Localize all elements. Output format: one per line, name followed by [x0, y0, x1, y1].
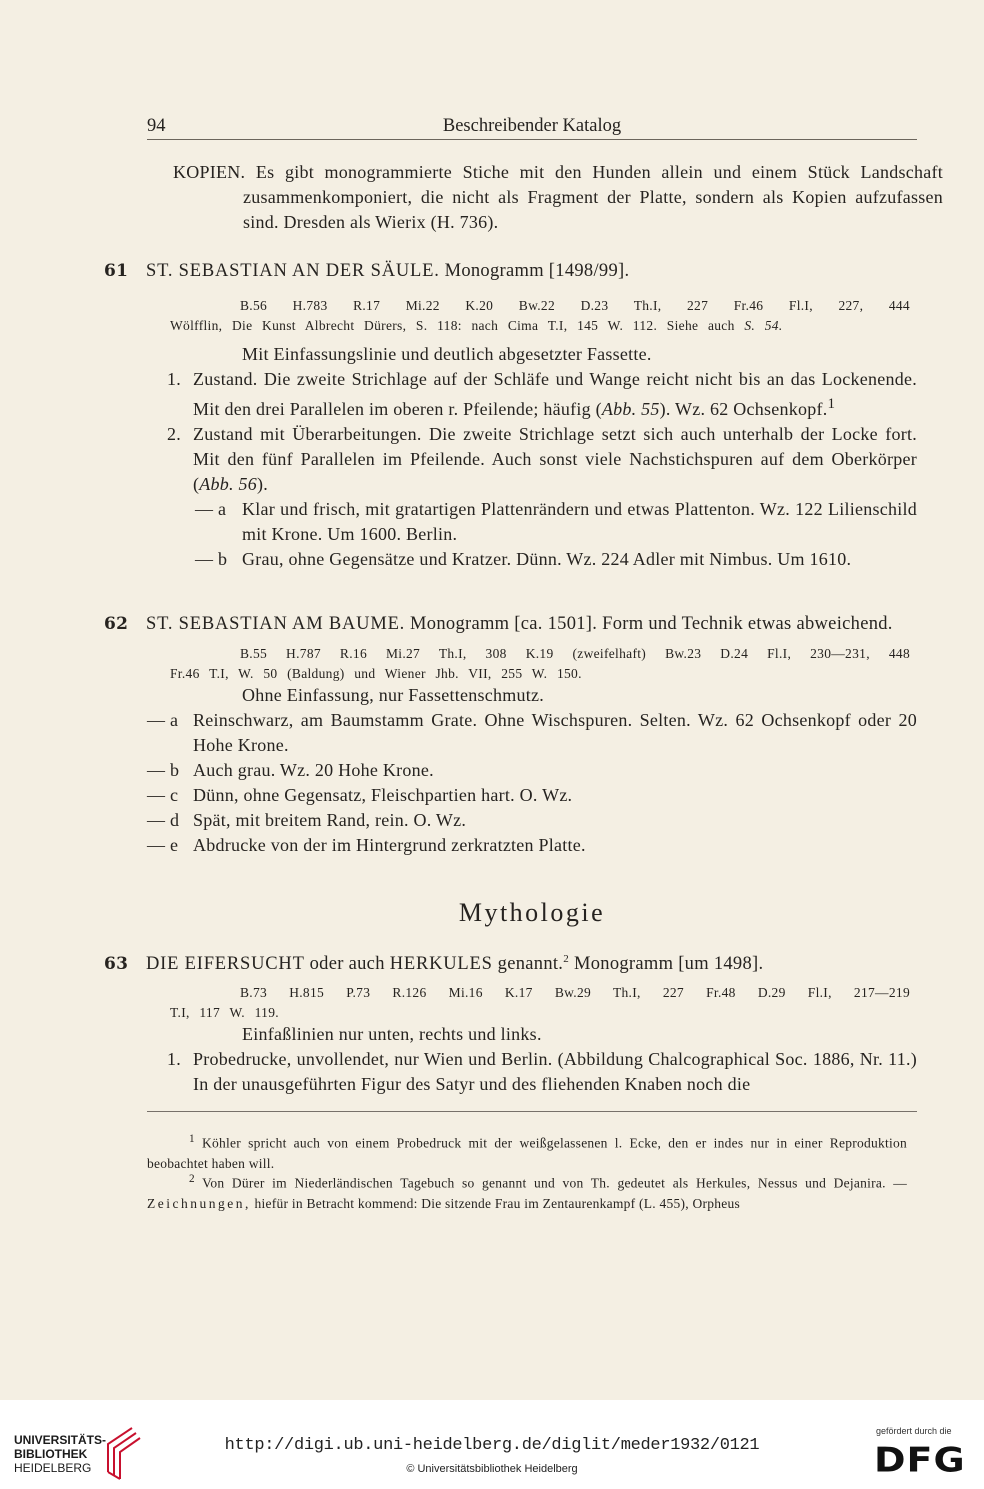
footnote-1: $^1$ Köhler spricht auch von einem Probedruck mit der weißgelassenen l. Ecke, den er indes nur in einer Reproduktion beobachtet haben will. — [147, 1133, 907, 1171]
references-line: B.56 H.783 R.17 Mi.22 K.20 Bw.22 D.23 Th.I, 227 Fr.46 Fl.I, 227, 444 — [240, 298, 910, 313]
entry-heading-rest: Monogramm [1498/99]. — [444, 261, 630, 281]
references-line: B.55 H.787 R.16 Mi.27 Th.I, 308 K.19 (zweifelhaft) Bw.23 D.24 Fl.I, 230—231, 448 — [240, 646, 910, 661]
entry-63-body — [147, 1022, 917, 1097]
running-title: Beschreibender Katalog — [442, 116, 622, 136]
figure-reference: Abb. 56 — [199, 474, 257, 494]
footnote-ref: 2 — [563, 953, 570, 965]
item-mark: 1. — [167, 1049, 181, 1069]
entry-number: 63 — [104, 954, 129, 975]
entry-63-title: 63 DIE EIFERSUCHT oder auch HERKULES genannt.$^2$ Monogramm [um 1498]. — [104, 953, 764, 975]
section-heading: Mythologie — [458, 898, 606, 927]
library-name: UNIVERSITÄTS- BIBLIOTHEK HEIDELBERG — [14, 1433, 107, 1475]
entry-description: Mit Einfassungslinie und deutlich abgesetzter Fassette. — [242, 344, 652, 364]
references-line: Wölfflin, Die Kunst Albrecht Dürers, S. 118: nach Cima T.I, 145 W. 112. Siehe auch S. 54. — [170, 318, 783, 333]
item-mark: 1. — [167, 369, 181, 389]
references-line: T.I, 117 W. 119. — [170, 1005, 279, 1020]
intro-paragraph — [147, 160, 943, 235]
variant-item: — b Auch grau. Wz. 20 Hohe Krone. — [147, 758, 917, 783]
item-mark: — a — [195, 499, 227, 519]
entry-description: Einfaßlinien nur unten, rechts und links. — [242, 1024, 542, 1044]
entry-heading-alt: HERKULES — [389, 954, 493, 975]
item-mark: 2. — [167, 424, 181, 444]
dfg-logo: DFG — [874, 1440, 966, 1480]
footnote-2: $^2$ Von Dürer im Niederländischen Tagebuch so genannt und von Th. gedeutet als Herkules, Nessus und Dejanira. — Zeichnungen, hiefür in Betracht kommend: Die sitzende Frau im Zentaurenkampf (L. 455), Orpheus — [147, 1173, 907, 1211]
variant-item: — e Abdrucke von der im Hintergrund zerkratzten Platte. — [147, 833, 917, 858]
footnote-mark: 1 — [189, 1133, 195, 1145]
copyright-notice: © Universitätsbibliothek Heidelberg — [406, 1463, 578, 1475]
entry-61-title — [104, 261, 629, 282]
references-line: Fr.46 T.I, W. 50 (Baldung) und Wiener Jhb. VII, 255 W. 150. — [170, 666, 582, 681]
entry-number: 61 — [104, 261, 129, 281]
header-rule — [147, 139, 917, 140]
entry-62-body — [147, 683, 917, 858]
state-item: 2. Zustand mit Überarbeitungen. Die zweite Strichlage setzt sich auch unterhalb der Locke fort. Mit den fünf Parallelen im Pfeilende. Auch sonst viele Nachstichspuren auf dem Oberkörper (Abb. 56). — [167, 424, 917, 494]
permalink-url[interactable]: http://digi.ub.uni-heidelberg.de/diglit/meder1932/0121 — [224, 1436, 760, 1455]
entry-61-body — [147, 342, 917, 572]
references-line: B.73 H.815 P.73 R.126 Mi.16 K.17 Bw.29 Th.I, 227 Fr.48 D.29 Fl.I, 217—219 — [240, 985, 910, 1000]
variant-item: — a Reinschwarz, am Baumstamm Grate. Ohne Wischspuren. Selten. Wz. 62 Ochsenkopf oder 20 Hohe Krone. — [147, 710, 917, 755]
intro-label: KOPIEN. — [173, 162, 246, 182]
entry-63-references — [170, 983, 910, 1023]
cross-reference: S. 54. — [744, 318, 783, 333]
entry-62-references — [170, 644, 910, 684]
variant-item: — b Grau, ohne Gegensätze und Kratzer. Dünn. Wz. 224 Adler mit Nimbus. Um 1610. — [147, 547, 917, 572]
entry-heading: ST. SEBASTIAN AN DER SÄULE. — [146, 261, 440, 281]
item-mark: — b — [147, 760, 180, 780]
variant-item: — c Dünn, ohne Gegensatz, Fleischpartien hart. O. Wz. — [147, 783, 917, 808]
funding-label: gefördert durch die — [876, 1426, 952, 1436]
footnote-ref: 1 — [827, 396, 836, 412]
footnote-mark: 2 — [189, 1173, 195, 1185]
digitization-footer — [0, 1400, 984, 1489]
footnote-rule — [147, 1111, 917, 1112]
entry-heading: DIE EIFERSUCHT — [146, 954, 305, 975]
state-item: 1. Zustand. Die zweite Strichlage auf der Schläfe und Wange reicht nicht bis an das Lockenende. Mit den drei Parallelen im oberen r. Pfeilende; häufig (Abb. 55). Wz. 62 Ochsenkopf.$^1$ — [167, 369, 917, 419]
page-number: 94 — [147, 116, 166, 136]
entry-heading: ST. SEBASTIAN AM BAUME. — [146, 614, 406, 634]
variant-item: — d Spät, mit breitem Rand, rein. O. Wz. — [147, 808, 917, 833]
variant-item: — a Klar und frisch, mit gratartigen Plattenrändern und etwas Plattenton. Wz. 122 Lilienschild mit Krone. Um 1600. Berlin. — [195, 499, 917, 544]
entry-61-references — [170, 296, 910, 336]
entry-heading-rest: Monogramm [ca. 1501]. Form und Technik etwas abweichend. — [410, 614, 893, 634]
entry-description: Ohne Einfassung, nur Fassettenschmutz. — [242, 685, 544, 705]
state-item: 1. Probedrucke, unvollendet, nur Wien und Berlin. (Abbildung Chalcographical Soc. 1886, Nr. 11.) In der unausgeführten Figur des Satyr und des fliehenden Knaben noch die — [167, 1049, 917, 1094]
item-mark: — b — [195, 549, 228, 569]
figure-reference: Abb. 55 — [601, 399, 660, 419]
item-mark: — d — [147, 810, 180, 830]
item-mark: — a — [147, 710, 179, 730]
intro-text: Es gibt monogrammierte Stiche mit den Hunden allein und einem Stück Landschaft zusammenkomponiert, die nicht als Fragment der Platte, sondern als Kopien aufzufassen sind. Dresden als Wierix (H. 736). — [243, 162, 943, 232]
item-mark: — e — [147, 835, 179, 855]
item-mark: — c — [147, 785, 179, 805]
entry-number: 62 — [104, 614, 129, 634]
entry-62-title — [104, 614, 893, 635]
